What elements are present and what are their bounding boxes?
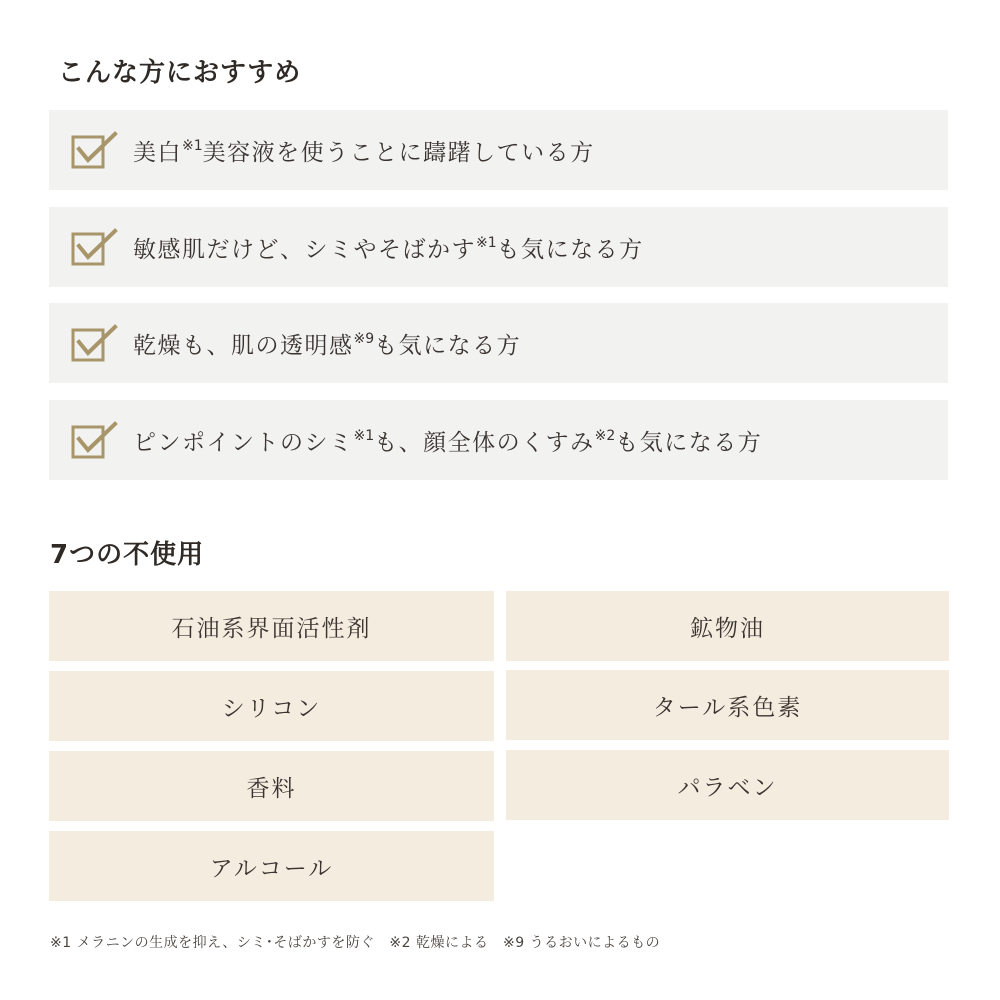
free-of-title: 7つの不使用 [50,540,205,570]
recommend-item-text: ピンポイントのシミ$^{※1}$も、顔全体のくすみ$^{※2}$も気になる方 [133,427,763,456]
free-of-item: シリコン [49,671,494,741]
free-of-item: アルコール [49,831,494,901]
free-of-item: パラベン [506,750,949,820]
checkbox-checked-icon [71,228,119,268]
recommend-item-text: 美白$^{※1}$美容液を使うことに躊躇している方 [133,137,595,166]
free-of-item: タール系色素 [506,670,949,740]
recommend-list [49,110,948,497]
footnote: ※1 メラニンの生成を抑え、シミ･そばかすを防ぐ ※2 乾燥による ※9 うるおいによるもの [50,935,661,951]
free-of-item: 香料 [49,751,494,821]
free-of-item: 鉱物油 [506,591,949,661]
free-of-item: 石油系界面活性剤 [49,591,494,661]
checkbox-checked-icon [71,131,119,171]
recommend-item [49,207,948,287]
recommend-title: こんな方におすすめ [58,58,302,88]
recommend-item [49,400,948,480]
recommend-item [49,303,948,383]
checkbox-checked-icon [71,421,119,461]
recommend-item-text: 敏感肌だけど、シミやそばかす$^{※1}$も気になる方 [133,234,644,263]
recommend-item-text: 乾燥も、肌の透明感$^{※9}$も気になる方 [133,330,522,359]
recommend-item [49,110,948,190]
checkbox-checked-icon [71,324,119,364]
